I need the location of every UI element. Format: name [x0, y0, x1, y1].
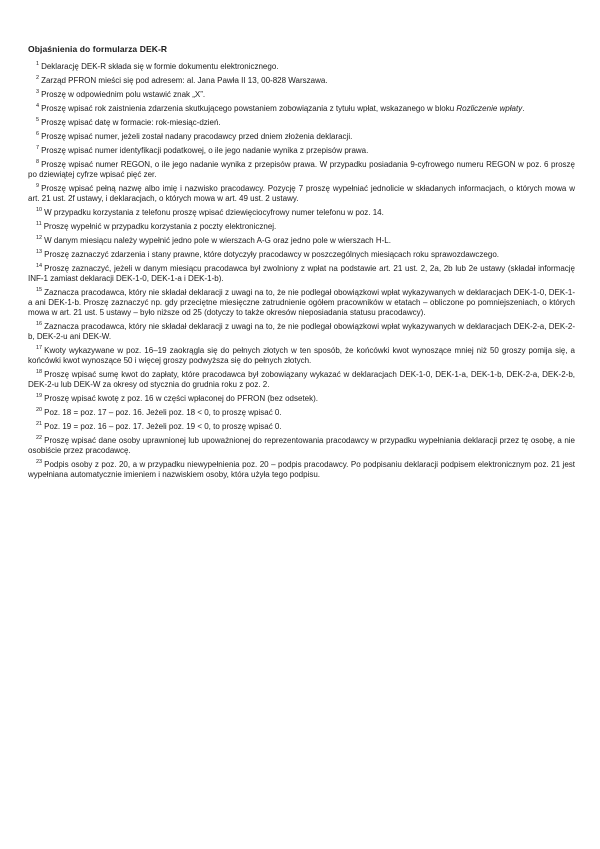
footnote-text: W przypadku korzystania z telefonu proszę wpisać dziewięciocyfrowy numer telefonu w poz. 14. — [44, 208, 384, 217]
footnote — [28, 160, 575, 180]
footnote-number: 19 — [36, 393, 43, 400]
footnote — [28, 422, 575, 432]
footnote-number: 5 — [36, 117, 40, 124]
footnote-text: Zaznacza pracodawca, który nie składał deklaracji z uwagi na to, że nie podlegał obowiązkowi wpłat wykazywanych w deklaracjach DEK-1-0, DEK-1-a ani DEK-1-b. Proszę zaznaczyć np. gdy przeciętne miesięczne zatrudnienie ogółem pracowników w etatach – obliczone po pomniejszeniach, o których mowa w art. 21 ust. 5 ustawy – było niższe od 25 (dotyczy to także okresów nieposiadania statusu pracodawcy). — [28, 288, 575, 317]
footnote-number: 22 — [36, 435, 43, 442]
footnote — [28, 288, 575, 318]
footnote-number: 3 — [36, 89, 40, 96]
footnote-text: W danym miesiącu należy wypełnić jedno pole w wierszach A-G oraz jedno pole w wierszach H-L. — [44, 236, 391, 245]
footnote — [28, 76, 575, 86]
footnote — [28, 436, 575, 456]
footnote-text: Proszę wpisać pełną nazwę albo imię i nazwisko pracodawcy. Pozycję 7 proszę wypełniać jednolicie w składanych informacjach, o których mowa w art. 21 ust. 2f ustawy, i deklaracjach, o których mowa w art. 49 ust. 2 ustawy. — [28, 184, 575, 203]
footnote-text: Proszę wpisać numer identyfikacji podatkowej, o ile jego nadanie wynika z przepisów prawa. — [41, 146, 369, 155]
footnote-text: Deklarację DEK-R składa się w formie dokumentu elektronicznego. — [41, 62, 279, 71]
footnote — [28, 208, 575, 218]
footnote — [28, 250, 575, 260]
footnote-text: Zaznacza pracodawca, który nie składał deklaracji z uwagi na to, że nie podlegał obowiązkowi wpłat wykazywanych w deklaracjach DEK-2-a, DEK-2-b, DEK-2-u ani DEK-W. — [28, 322, 575, 341]
footnote — [28, 184, 575, 204]
footnote-text: Kwoty wykazywane w poz. 16–19 zaokrągla się do pełnych złotych w ten sposób, że końcówki kwot wynoszące mniej niż 50 groszy pomija się, a końcówki kwot wynoszące 50 i więcej groszy podwyższa się do pełnych złotych. — [28, 346, 575, 365]
footnote-text: Proszę wpisać numer, jeżeli został nadany pracodawcy przed dniem złożenia deklaracji. — [41, 132, 353, 141]
footnote-number: 18 — [36, 369, 43, 376]
footnote-number: 15 — [36, 287, 43, 294]
footnote-number: 14 — [36, 263, 43, 270]
footnote — [28, 222, 575, 232]
footnote-number: 20 — [36, 407, 43, 414]
footnote-text: . — [522, 104, 525, 113]
footnote — [28, 346, 575, 366]
footnote — [28, 118, 575, 128]
footnote — [28, 146, 575, 156]
footnote-number: 21 — [36, 421, 43, 428]
footnote — [28, 264, 575, 284]
footnote — [28, 370, 575, 390]
footnotes-list — [28, 62, 575, 480]
footnote — [28, 236, 575, 246]
footnote-number: 9 — [36, 183, 40, 190]
footnote — [28, 132, 575, 142]
footnote-text: Poz. 19 = poz. 16 – poz. 17. Jeżeli poz. 19 < 0, to proszę wpisać 0. — [44, 422, 282, 431]
page-title: Objaśnienia do formularza DEK-R — [28, 44, 168, 54]
footnote — [28, 62, 575, 72]
footnote — [28, 394, 575, 404]
footnote-number: 11 — [36, 221, 42, 228]
footnote-text: Podpis osoby z poz. 20, a w przypadku niewypełnienia poz. 20 – podpis pracodawcy. Po podpisaniu deklaracji podpisem elektronicznym poz. 21 jest wypełniana automatycznie imieniem i nazwiskiem osoby, która użyła tego podpisu. — [28, 460, 575, 479]
document-content — [28, 44, 575, 484]
footnote — [28, 408, 575, 418]
footnote-text: Proszę wpisać rok zaistnienia zdarzenia skutkującego powstaniem zobowiązania z tytułu wpłat, wskazanego w bloku — [41, 104, 457, 113]
footnote — [28, 104, 575, 114]
footnote-number: 13 — [36, 249, 43, 256]
footnote-text-italic: Rozliczenie wpłaty — [456, 104, 523, 113]
footnote-text: Proszę w odpowiednim polu wstawić znak „X”. — [41, 90, 206, 99]
footnote-text: Zarząd PFRON mieści się pod adresem: al. Jana Pawła II 13, 00-828 Warszawa. — [41, 76, 328, 85]
footnote-text: Proszę wpisać sumę kwot do zapłaty, które pracodawca był zobowiązany wykazać w deklaracjach DEK-1-0, DEK-1-a, DEK-1-b, DEK-2-a, DEK-2-b, DEK-2-u lub DEK-W za okresy od stycznia do grudnia roku z poz. 2. — [28, 370, 575, 389]
footnote-number: 16 — [36, 321, 43, 328]
footnote-text: Poz. 18 = poz. 17 – poz. 16. Jeżeli poz. 18 < 0, to proszę wpisać 0. — [44, 408, 282, 417]
footnote-number: 6 — [36, 131, 40, 138]
footnote-text: Proszę wpisać kwotę z poz. 16 w części wpłaconej do PFRON (bez odsetek). — [44, 394, 319, 403]
footnote-number: 8 — [36, 159, 40, 166]
footnote-number: 12 — [36, 235, 43, 242]
footnote-text: Proszę wpisać datę w formacie: rok-miesiąc-dzień. — [41, 118, 221, 127]
footnote-number: 7 — [36, 145, 40, 152]
footnote-text: Proszę wpisać numer REGON, o ile jego nadanie wynika z przepisów prawa. W przypadku posiadania 9-cyfrowego numeru REGON w poz. 6 proszę po dziewiątej cyfrze wpisać pięć zer. — [28, 160, 575, 179]
footnote-number: 2 — [36, 75, 40, 82]
footnote-text: Proszę zaznaczyć, jeżeli w danym miesiącu pracodawca był zwolniony z wpłat na podstawie art. 21 ust. 2, 2a, 2b lub 2e ustawy (składał informację INF-1 zamiast deklaracji DEK-1-0, DEK-1-a i DEK-1-b). — [28, 264, 575, 283]
footnote-text: Proszę wpisać dane osoby uprawnionej lub upoważnionej do reprezentowania pracodawcy w przypadku wypełniania deklaracji przez tę osobę, a nie osobiście przez pracodawcę. — [28, 436, 575, 455]
footnote — [28, 460, 575, 480]
footnote-text: Proszę wypełnić w przypadku korzystania z poczty elektronicznej. — [43, 222, 277, 231]
footnote-number: 10 — [36, 207, 43, 214]
footnote-number: 4 — [36, 103, 40, 110]
footnote-number: 1 — [36, 61, 40, 68]
footnote — [28, 90, 575, 100]
footnote — [28, 322, 575, 342]
footnote-text: Proszę zaznaczyć zdarzenia i stany prawne, które dotyczyły pracodawcy w poszczególnych miesiącach roku sprawozdawczego. — [44, 250, 499, 259]
footnote-number: 23 — [36, 459, 43, 466]
footnote-number: 17 — [36, 345, 43, 352]
